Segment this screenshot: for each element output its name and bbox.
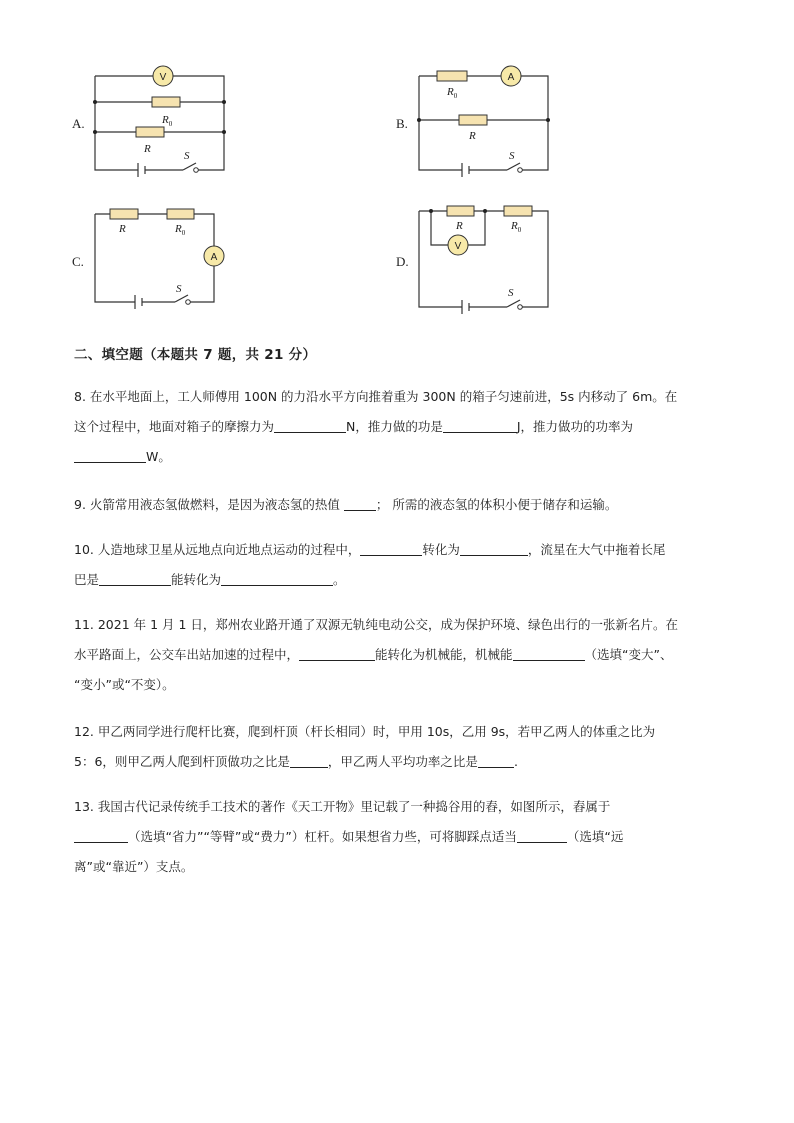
option-c-label: C.	[72, 254, 84, 269]
svg-text:S: S	[176, 283, 182, 295]
circuit-diagram-d	[412, 200, 557, 316]
answer-blank[interactable]	[478, 753, 514, 768]
answer-blank[interactable]	[299, 646, 375, 661]
question-12: 12. 甲乙两同学进行爬杆比赛，爬到杆顶（杆长相同）时，甲用 10s，乙用 9s，若甲乙两人的体重之比为 5：6，则甲乙两人爬到杆顶做功之比是 ，甲乙两人平均功率之比是 .	[74, 724, 656, 769]
answer-blank[interactable]	[274, 418, 346, 433]
voltmeter-symbol: V	[454, 241, 462, 252]
resistor-r0	[437, 71, 467, 81]
ammeter-symbol: A	[507, 72, 515, 83]
resistor-r	[110, 209, 138, 219]
resistor-r0	[152, 97, 180, 107]
svg-text:R0: $R_0$	[511, 220, 522, 234]
circuit-diagram-c	[88, 202, 233, 314]
answer-blank[interactable]	[360, 541, 422, 556]
answer-blank[interactable]	[99, 571, 171, 586]
question-8	[74, 382, 724, 472]
option-b-label: B.	[396, 116, 408, 131]
answer-blank[interactable]	[74, 448, 146, 463]
svg-text:R0: $R_0$	[447, 86, 458, 100]
ammeter-symbol: A	[210, 252, 218, 263]
option-a-label: A.	[72, 116, 85, 131]
resistor-r0	[504, 206, 532, 216]
svg-text:S: S	[184, 150, 190, 162]
svg-text:R0: $R_0$	[175, 223, 186, 237]
svg-text:R: R	[144, 143, 151, 155]
resistor-r0	[167, 209, 194, 219]
svg-text:R0: $R_0$	[162, 114, 173, 128]
resistor-r	[136, 127, 164, 137]
svg-text:R: R	[119, 223, 126, 235]
answer-blank[interactable]	[221, 571, 333, 586]
question-13: 13. 我国古代记录传统手工技术的著作《天工开物》里记载了一种捣谷用的舂，如图所示，舂属于 （选填“省力”“等臂”或“费力”）杠杆。如果想省力些，可将脚踩点适当 （选填“远 离”或“靠近”）支点。	[74, 799, 624, 874]
answer-blank[interactable]	[517, 828, 567, 843]
circuit-diagram-b	[412, 62, 557, 177]
answer-blank[interactable]	[344, 496, 376, 511]
question-9: 9. 火箭常用液态氢做燃料，是因为液态氢的热值 ； 所需的液态氢的体积小便于储存和运输。	[74, 497, 618, 512]
question-8-line-2: 这个过程中，地面对箱子的摩擦力为 N，推力做的功是 J，推力做功的功率为	[74, 419, 634, 434]
resistor-r	[459, 115, 487, 125]
svg-text:R: R	[469, 130, 476, 142]
section-title: 二、填空题（本题共 7 题，共 21 分）	[74, 347, 317, 363]
svg-text:S: S	[509, 150, 515, 162]
question-8-line-1: 8. 在水平地面上，工人师傅用 100N 的力沿水平方向推着重为 300N 的箱子匀速前进，5s 内移动了 6m。在	[74, 389, 678, 404]
svg-text:S: S	[508, 287, 514, 299]
circuit-diagram-a	[88, 62, 233, 177]
voltmeter-symbol: V	[159, 72, 167, 83]
answer-blank[interactable]	[443, 418, 517, 433]
question-11: 11. 2021 年 1 月 1 日，郑州农业路开通了双源无轨纯电动公交，成为保护环境、绿色出行的一张新名片。在 水平路面上，公交车出站加速的过程中， 能转化为机械能，机械能 （选填“变大”、 “变小”或“不变）。	[74, 617, 678, 692]
resistor-r	[447, 206, 474, 216]
question-8-line-3: W。	[74, 442, 724, 472]
answer-blank[interactable]	[513, 646, 585, 661]
answer-blank[interactable]	[460, 541, 528, 556]
question-10: 10. 人造地球卫星从远地点向近地点运动的过程中， 转化为 ，流星在大气中拖着长尾 巴是 能转化为 。	[74, 542, 666, 587]
answer-blank[interactable]	[290, 753, 328, 768]
svg-text:R: R	[456, 220, 463, 232]
answer-blank[interactable]	[74, 828, 128, 843]
option-d-label: D.	[396, 254, 409, 269]
